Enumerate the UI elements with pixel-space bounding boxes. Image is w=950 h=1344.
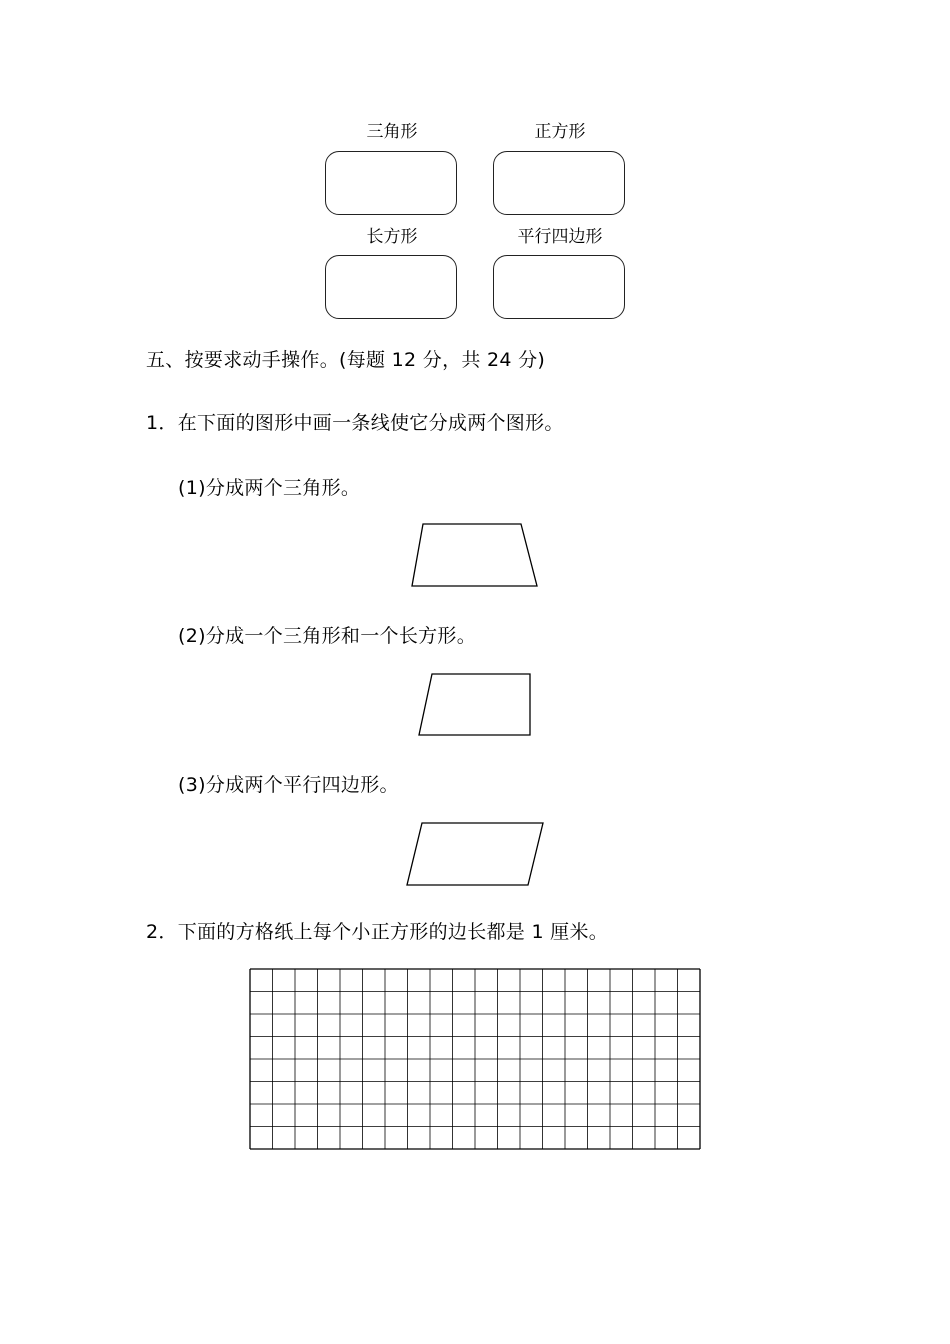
parallelogram-shape[interactable] — [402, 818, 548, 890]
box-label-square: 正方形 — [534, 122, 586, 142]
question-1-part-2: (2)分成一个三角形和一个长方形。 — [178, 625, 477, 647]
box-label-triangle: 三角形 — [366, 122, 418, 142]
answer-box-parallelogram[interactable] — [493, 255, 625, 319]
answer-box-rectangle[interactable] — [325, 255, 457, 319]
question-1-part-3: (3)分成两个平行四边形。 — [178, 774, 399, 796]
grid-paper[interactable] — [249, 968, 701, 1155]
question-2 — [146, 920, 608, 944]
question-2-number: 2． — [146, 921, 178, 943]
trapezoid-shape[interactable] — [406, 520, 546, 592]
question-1-number: 1． — [146, 412, 178, 434]
box-label-parallelogram: 平行四边形 — [517, 227, 603, 247]
question-2-prompt: 下面的方格纸上每个小正方形的边长都是 1 厘米。 — [177, 921, 609, 943]
answer-box-square[interactable] — [493, 151, 625, 215]
right-trapezoid-shape[interactable] — [414, 670, 536, 740]
answer-box-triangle[interactable] — [325, 151, 457, 215]
question-1-prompt: 在下面的图形中画一条线使它分成两个图形。 — [177, 412, 564, 434]
grid-paper-svg — [249, 968, 701, 1151]
section-heading: 五、按要求动手操作。(每题 12 分，共 24 分) — [146, 349, 546, 371]
box-label-rectangle: 长方形 — [366, 227, 418, 247]
question-1-part-1: (1)分成两个三角形。 — [178, 477, 361, 499]
question-1 — [146, 411, 564, 435]
